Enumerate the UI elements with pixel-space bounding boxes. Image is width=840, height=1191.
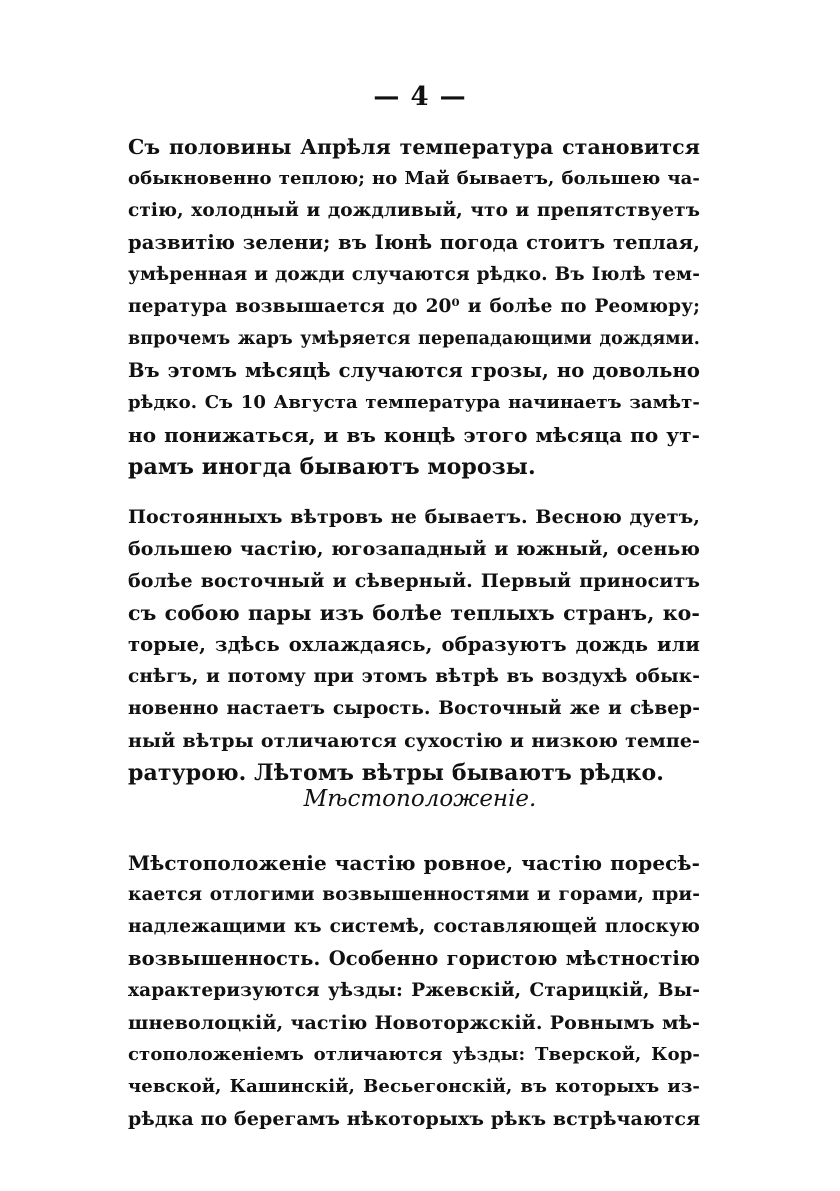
paragraph-2-line-5: торые, здѣсь охлаждаясь, образуютъ дождь или	[128, 633, 700, 656]
paragraph-3-line-8: чевской, Кашинскій, Весьегонскій, въ которыхъ из-	[128, 1076, 700, 1097]
paragraph-1-line-4: развитію зелени; въ Іюнѣ погода стоитъ теплая,	[128, 231, 700, 254]
paragraph-3-line-7: стоположеніемъ отличаются уѣзды: Тверской, Кор-	[128, 1044, 700, 1065]
paragraph-2-line-4: съ собою пары изъ болѣе теплыхъ странъ, ко-	[128, 601, 700, 625]
paragraph-1-line-2: обыкновенно теплою; но Май бываетъ, большею ча-	[128, 168, 700, 189]
page-number: — 4 —	[373, 82, 467, 112]
paragraph-1-line-9: рѣдко. Съ 10 Августа температура начинаетъ замѣт-	[128, 392, 700, 413]
paragraph-3-line-1: Мѣстоположеніе частію ровное, частію поресѣ-	[128, 851, 700, 875]
paragraph-1-line-8: Въ этомъ мѣсяцѣ случаются грозы, но довольно	[128, 359, 700, 382]
paragraph-2-line-1: Постоянныхъ вѣтровъ не бываетъ. Весною дуетъ,	[128, 506, 700, 528]
paragraph-1-line-7: впрочемъ жаръ умѣряется перепадающими дождями.	[128, 329, 700, 349]
paragraph-1-line-1: Съ половины Апрѣля температура становится	[128, 135, 700, 159]
paragraph-1-line-6: пература возвышается до 20⁰ и болѣе по Реомюру;	[128, 296, 700, 317]
paragraph-3-line-4: возвышенность. Особенно гористою мѣстностію	[128, 947, 700, 970]
paragraph-2-line-6: снѣгъ, и потому при этомъ вѣтрѣ въ воздухѣ обык-	[128, 666, 700, 687]
paragraph-1-line-11: рамъ иногда бываютъ морозы.	[128, 454, 536, 480]
paragraph-2-line-3: болѣе восточный и сѣверный. Первый приноситъ	[128, 570, 700, 592]
paragraph-3-line-5: характеризуются уѣзды: Ржевскій, Старицкій, Вы-	[128, 980, 700, 1001]
paragraph-3-line-3: надлежащими къ системѣ, составляющей плоскую	[128, 916, 700, 937]
paragraph-3-line-2: кается отлогими возвышенностями и горами, при-	[128, 884, 700, 905]
paragraph-2-line-8: ный вѣтры отличаются сухостію и низкою темпе-	[128, 730, 700, 752]
paragraph-2-line-9: ратурою. Лѣтомъ вѣтры бываютъ рѣдко.	[128, 760, 664, 786]
paragraph-3-line-6: шневолоцкій, частію Новоторжскій. Ровнымъ мѣ-	[128, 1012, 700, 1034]
paragraph-1-line-3: стію, холодный и дождливый, что и препятствуетъ	[128, 200, 700, 221]
paragraph-2-line-7: новенно настаетъ сырость. Восточный же и сѣвер-	[128, 698, 700, 719]
paragraph-2-line-2: большею частію, югозападный и южный, осенью	[128, 538, 700, 560]
paragraph-3-line-9: рѣдка по берегамъ нѣкоторыхъ рѣкъ встрѣчаются	[128, 1108, 701, 1130]
section-heading: Мѣстоположеніе.	[303, 786, 537, 812]
paragraph-1-line-5: умѣренная и дожди случаются рѣдко. Въ Іюлѣ тем-	[128, 264, 700, 285]
paragraph-1-line-10: но понижаться, и въ концѣ этого мѣсяца по ут-	[128, 423, 700, 447]
